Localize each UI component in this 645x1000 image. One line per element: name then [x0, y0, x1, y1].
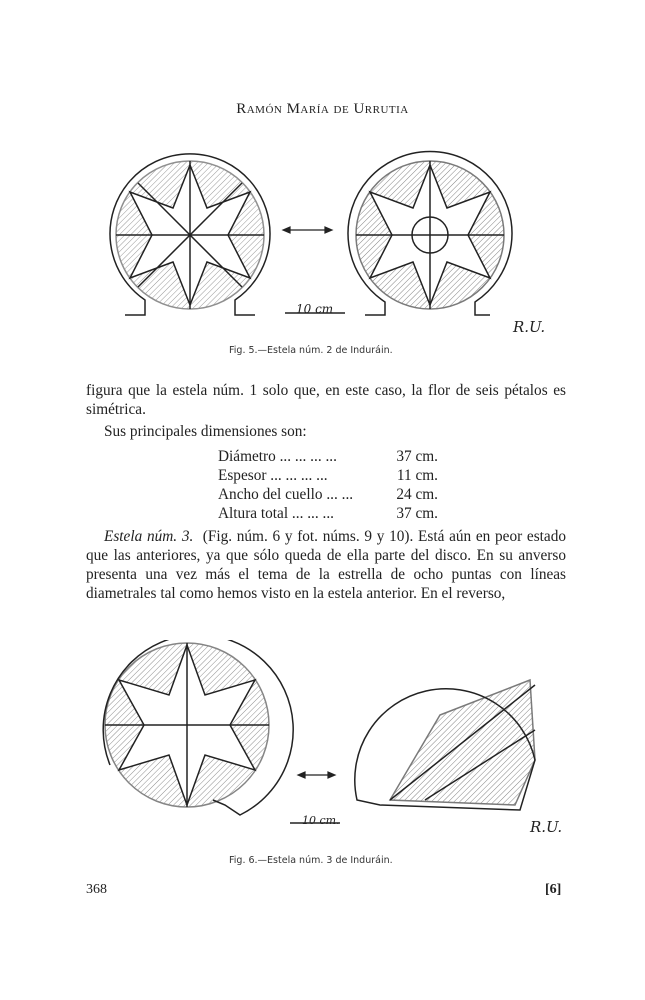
- stele-3-heading: Estela núm. 3.: [104, 528, 194, 545]
- dimension-row: Altura total ... ... ... 37 cm.: [218, 505, 438, 522]
- dimension-row: Diámetro ... ... ... ... 37 cm.: [218, 448, 438, 465]
- paragraph-2: Sus principales dimensiones son:: [104, 423, 307, 440]
- dimension-row: Ancho del cuello ... ... 24 cm.: [218, 486, 438, 503]
- scale-bar-label: 10 cm: [296, 302, 334, 316]
- stele-2-back: [348, 151, 512, 315]
- stele-2-front: [110, 154, 270, 315]
- arrow-double: [298, 772, 335, 778]
- figure-6-drawing: [95, 640, 545, 840]
- stele-3-front: [103, 640, 293, 815]
- dimension-row: Espesor ... ... ... ... 11 cm.: [218, 467, 438, 484]
- section-marker: [6]: [545, 882, 562, 897]
- figure-5-caption: Fig. 5.—Estela núm. 2 de Induráin.: [229, 345, 393, 356]
- signature-fig6: R.U.: [530, 818, 563, 836]
- page-number: 368: [86, 882, 107, 897]
- paragraph-1: figura que la estela núm. 1 solo que, en este caso, la flor de seis pétalos es simétrica.: [86, 382, 566, 418]
- scale-bar-label: 10 cm.: [302, 814, 340, 827]
- figure-6-caption: Fig. 6.—Estela núm. 3 de Induráin.: [229, 855, 393, 866]
- signature-fig5: R.U.: [513, 318, 546, 336]
- arrow-double: [283, 227, 332, 233]
- dimensions-table: [218, 447, 438, 523]
- paragraph-3: Estela núm. 3. (Fig. núm. 6 y fot. núms. 9 y 10). Está aún en peor estado que las anteriores, ya que sólo queda de ella parte del disco. En su anverso presenta una vez más el tema de la estrella de ocho puntas con líneas diametrales tal como hemos visto en la estela anterior. En el reverso,: [86, 528, 566, 602]
- stele-3-back: [355, 680, 535, 810]
- running-head: Ramón María de Urrutia: [236, 101, 409, 117]
